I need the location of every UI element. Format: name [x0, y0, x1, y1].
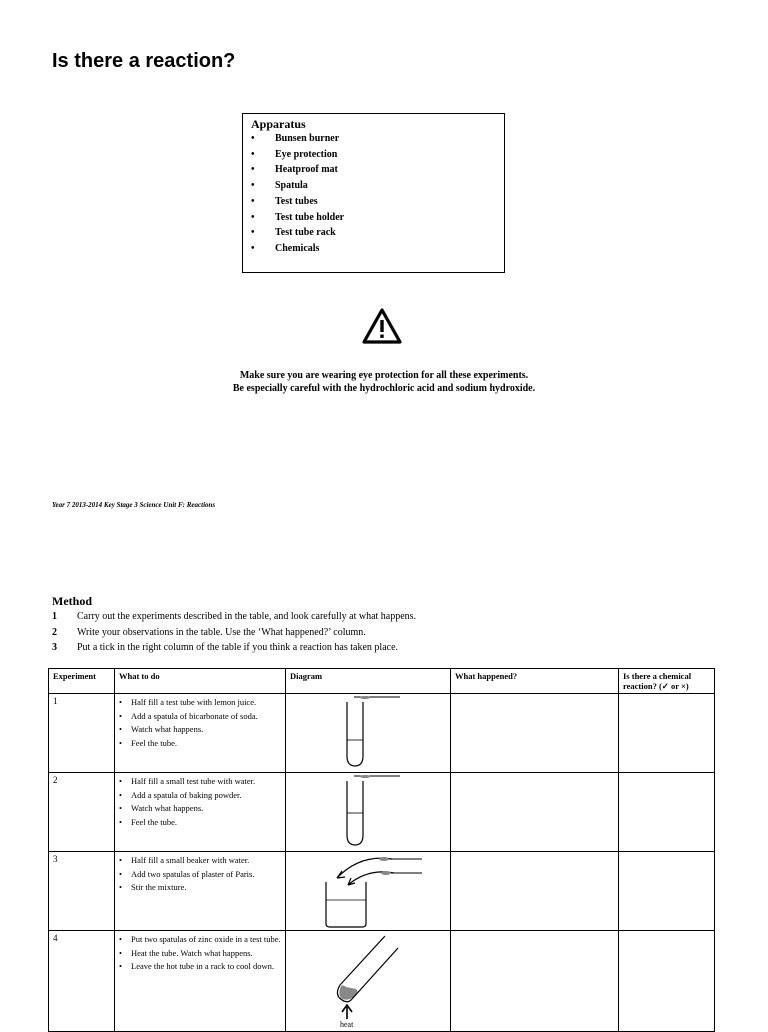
diagram-cell — [286, 694, 451, 773]
diagram-cell — [286, 852, 451, 931]
safety-warning — [160, 369, 608, 395]
experiment-number: 1 — [49, 694, 115, 773]
test-tube-diagram — [290, 696, 455, 770]
list-item: • Add a spatula of baking powder. — [119, 789, 242, 800]
apparatus-item: • Test tubes — [251, 195, 318, 207]
method-step: 3 Put a tick in the right column of the table if you think a reaction has taken place. — [52, 642, 399, 653]
heat-label: heat — [340, 1020, 354, 1029]
list-item: • Heat the tube. Watch what happens. — [119, 947, 253, 958]
table-row — [49, 773, 715, 852]
table-header-row — [49, 669, 715, 694]
what-happened-cell[interactable] — [451, 931, 619, 1032]
apparatus-item: • Test tube rack — [251, 227, 336, 239]
method-step: 2 Write your observations in the table. Use the ‘What happened?’ column. — [52, 626, 366, 638]
table-row — [49, 694, 715, 773]
list-item: • Stir the mixture. — [119, 882, 187, 892]
header-chemical-reaction: Is there a chemical reaction? (✓ or ×) — [619, 669, 715, 694]
apparatus-box — [242, 113, 505, 273]
list-item: • Watch what happens. — [119, 724, 204, 734]
what-to-do-cell — [115, 931, 286, 1032]
table-row — [49, 852, 715, 931]
test-tube-diagram — [290, 775, 455, 849]
list-item: • Leave the hot tube in a rack to cool down. — [119, 961, 275, 971]
header-diagram: Diagram — [286, 669, 451, 694]
reaction-cell[interactable] — [619, 694, 715, 773]
warning-line: Make sure you are wearing eye protection for all these experiments. — [239, 370, 529, 381]
apparatus-item: • Test tube holder — [251, 211, 345, 223]
experiment-number: 4 — [49, 931, 115, 1032]
what-happened-cell[interactable] — [451, 852, 619, 931]
warning-line: Be especially careful with the hydrochloric acid and sodium hydroxide. — [232, 383, 536, 394]
reaction-cell[interactable] — [619, 773, 715, 852]
list-item: • Half fill a test tube with lemon juice. — [119, 697, 257, 707]
what-to-do-cell — [115, 694, 286, 773]
table-row — [49, 931, 715, 1032]
header-what-to-do: What to do — [115, 669, 286, 694]
list-item: • Feel the tube. — [119, 737, 178, 748]
apparatus-item: • Chemicals — [251, 242, 320, 254]
reaction-cell[interactable] — [619, 852, 715, 931]
method-step: 1 Carry out the experiments described in the table, and look carefully at what happens. — [52, 611, 417, 622]
what-to-do-cell — [115, 852, 286, 931]
experiments-table — [48, 668, 715, 1032]
list-item: • Half fill a small beaker with water. — [119, 855, 250, 865]
list-item: • Add two spatulas of plaster of Paris. — [119, 868, 255, 879]
heating-tube-diagram — [290, 933, 455, 1029]
reaction-cell[interactable] — [619, 931, 715, 1032]
what-happened-cell[interactable] — [451, 773, 619, 852]
diagram-cell — [286, 773, 451, 852]
list-item: • Half fill a small test tube with water. — [119, 776, 256, 786]
method-heading: Method — [52, 594, 92, 608]
method-section — [52, 594, 712, 656]
what-to-do-cell — [115, 773, 286, 852]
list-item: • Put two spatulas of zinc oxide in a test tube. — [119, 934, 281, 944]
list-item: • Add a spatula of bicarbonate of soda. — [119, 710, 258, 721]
diagram-cell — [286, 931, 451, 1032]
apparatus-list — [251, 131, 496, 257]
warning-triangle-icon — [362, 308, 402, 344]
list-item: • Watch what happens. — [119, 803, 204, 813]
footer-text: Year 7 2013-2014 Key Stage 3 Science Unit F: Reactions — [52, 501, 216, 509]
what-happened-cell[interactable] — [451, 694, 619, 773]
apparatus-item: • Heatproof mat — [251, 164, 338, 176]
header-experiment: Experiment — [49, 669, 115, 694]
apparatus-heading: Apparatus — [251, 117, 306, 131]
beaker-diagram — [290, 854, 455, 928]
apparatus-item: • Bunsen burner — [251, 133, 340, 144]
list-item: • Feel the tube. — [119, 816, 178, 827]
experiment-number: 3 — [49, 852, 115, 931]
page-title: Is there a reaction? — [52, 50, 236, 72]
apparatus-item: • Eye protection — [251, 148, 338, 160]
apparatus-item: • Spatula — [251, 180, 308, 192]
header-what-happened: What happened? — [451, 669, 619, 694]
experiment-number: 2 — [49, 773, 115, 852]
